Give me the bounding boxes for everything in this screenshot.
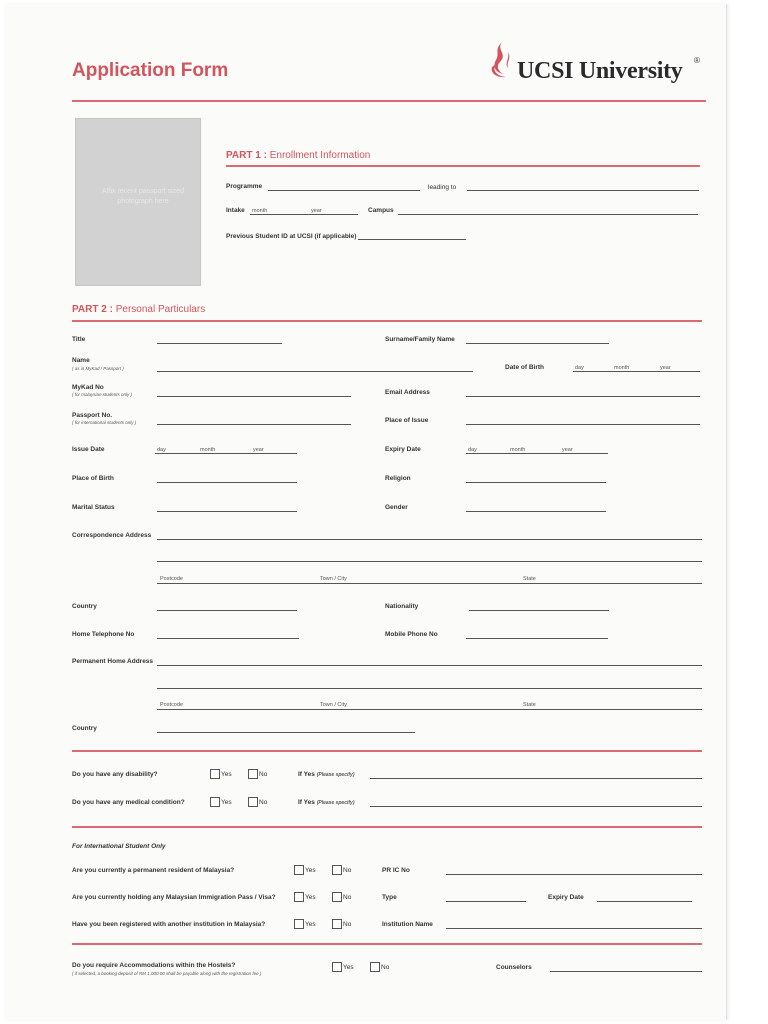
- place-birth-label: Place of Birth: [72, 475, 114, 482]
- registered-question: Have you been registered with another institution in Malaysia?: [72, 921, 266, 928]
- gender-field[interactable]: [466, 511, 606, 512]
- name-label: Name: [72, 357, 90, 364]
- pr-yes-checkbox[interactable]: [294, 865, 304, 875]
- intake-year-hint: year: [311, 208, 322, 214]
- email-label: Email Address: [385, 389, 430, 396]
- part2-heading: PART 2 : Personal Particulars: [72, 304, 206, 315]
- counselors-field[interactable]: [550, 971, 702, 972]
- pr-question: Are you currently a permanent resident of Malaysia?: [72, 867, 235, 874]
- title-field[interactable]: [157, 343, 282, 344]
- counselors-label: Counselors: [496, 964, 532, 971]
- registered-yes-label: Yes: [305, 921, 316, 928]
- campus-field[interactable]: [398, 214, 698, 215]
- disability-no-label: No: [259, 771, 268, 778]
- mobile-label: Mobile Phone No: [385, 631, 438, 638]
- medical-no-checkbox[interactable]: [248, 797, 258, 807]
- disability-question: Do you have any disability?: [72, 771, 158, 778]
- title-label: Title: [72, 336, 86, 343]
- institution-label: Institution Name: [382, 921, 433, 928]
- leading-to-label: leading to: [428, 184, 457, 191]
- registered-mark: ®: [694, 56, 700, 65]
- country-field[interactable]: [157, 610, 297, 611]
- name-sublabel: ( as in MyKad / Passport ): [72, 366, 124, 371]
- medical-if-yes-label: If Yes (Please specify): [298, 799, 355, 806]
- medical-question: Do you have any medical condition?: [72, 799, 185, 806]
- dob-month-hint: month: [614, 365, 630, 371]
- disability-yes-checkbox[interactable]: [210, 769, 220, 779]
- religion-label: Religion: [385, 475, 411, 482]
- home-tel-label: Home Telephone No: [72, 631, 135, 638]
- corr-postcode-hint: Postcode: [160, 576, 183, 582]
- pass-yes-checkbox[interactable]: [294, 892, 304, 902]
- institution-field[interactable]: [446, 928, 702, 929]
- passport-label: Passport No.: [72, 412, 113, 419]
- pass-type-label: Type: [382, 894, 397, 901]
- part2-divider: [72, 320, 702, 322]
- pass-yes-label: Yes: [305, 894, 316, 901]
- mykad-label: MyKad No: [72, 384, 104, 391]
- corr-address-line1[interactable]: [157, 539, 702, 540]
- pr-yes-label: Yes: [305, 867, 316, 874]
- programme-field[interactable]: [268, 190, 420, 191]
- mobile-field[interactable]: [466, 638, 608, 639]
- corr-address-label: Correspondence Address: [72, 532, 152, 539]
- perm-country-field[interactable]: [157, 732, 415, 733]
- previous-id-label: Previous Student ID at UCSI (if applicable): [226, 233, 357, 240]
- perm-address-line2[interactable]: [157, 688, 702, 689]
- pr-ic-field[interactable]: [446, 874, 702, 875]
- pass-type-field[interactable]: [446, 901, 526, 902]
- programme-label: Programme: [226, 183, 263, 190]
- pr-no-checkbox[interactable]: [332, 865, 342, 875]
- issue-month-hint: month: [200, 447, 216, 453]
- accommodation-no-label: No: [381, 964, 390, 971]
- corr-state-hint: State: [523, 576, 536, 582]
- marital-field[interactable]: [157, 511, 297, 512]
- dob-label: Date of Birth: [505, 364, 544, 371]
- expiry-date-field[interactable]: [466, 453, 608, 454]
- perm-address-line3[interactable]: [157, 709, 702, 710]
- previous-id-field[interactable]: [358, 239, 466, 240]
- home-tel-field[interactable]: [157, 638, 299, 639]
- issue-year-hint: year: [253, 447, 264, 453]
- perm-town-hint: Town / City: [320, 702, 347, 708]
- photo-box[interactable]: [75, 118, 201, 286]
- perm-postcode-hint: Postcode: [160, 702, 183, 708]
- nationality-label: Nationality: [385, 603, 419, 610]
- dob-day-hint: day: [575, 365, 584, 371]
- place-issue-label: Place of Issue: [385, 417, 429, 424]
- perm-state-hint: State: [523, 702, 536, 708]
- gender-label: Gender: [385, 504, 408, 511]
- disability-if-yes-label: If Yes (Please specify): [298, 771, 355, 778]
- international-header: For International Student Only: [72, 843, 166, 850]
- perm-country-label: Country: [72, 725, 97, 732]
- issue-date-field[interactable]: [155, 453, 297, 454]
- place-birth-field[interactable]: [157, 482, 297, 483]
- pr-ic-label: PR IC No: [382, 867, 410, 874]
- accommodation-divider: [72, 943, 702, 945]
- surname-label: Surname/Family Name: [385, 336, 455, 343]
- pass-no-label: No: [343, 894, 352, 901]
- medical-yes-label: Yes: [221, 799, 232, 806]
- form-title: Application Form: [72, 60, 229, 81]
- intake-month-hint: month: [252, 208, 268, 214]
- corr-address-line3[interactable]: [157, 583, 702, 584]
- accommodation-yes-checkbox[interactable]: [332, 962, 342, 972]
- disability-no-checkbox[interactable]: [248, 769, 258, 779]
- nationality-field[interactable]: [469, 610, 609, 611]
- disability-yes-label: Yes: [221, 771, 232, 778]
- pr-no-label: No: [343, 867, 352, 874]
- registered-yes-checkbox[interactable]: [294, 919, 304, 929]
- email-field[interactable]: [466, 396, 700, 397]
- dob-year-hint: year: [660, 365, 671, 371]
- expiry-year-hint: year: [562, 447, 573, 453]
- country-label: Country: [72, 603, 97, 610]
- registered-no-label: No: [343, 921, 352, 928]
- part1-divider: [226, 165, 700, 167]
- pass-expiry-field[interactable]: [597, 901, 692, 902]
- issue-date-label: Issue Date: [72, 446, 105, 453]
- marital-label: Marital Status: [72, 504, 115, 511]
- header-divider: [72, 100, 706, 102]
- health-divider: [72, 750, 702, 752]
- medical-yes-checkbox[interactable]: [210, 797, 220, 807]
- expiry-day-hint: day: [468, 447, 477, 453]
- flame-icon: [486, 40, 516, 82]
- perm-address-line1[interactable]: [157, 665, 702, 666]
- passport-sublabel: ( for international students only ): [72, 420, 137, 425]
- name-field[interactable]: [157, 371, 473, 372]
- perm-address-label: Permanent Home Address: [72, 658, 154, 665]
- pass-no-checkbox[interactable]: [332, 892, 342, 902]
- passport-field[interactable]: [157, 424, 351, 425]
- pass-question: Are you currently holding any Malaysian Immigration Pass / Visa?: [72, 894, 276, 901]
- intake-field[interactable]: [250, 214, 358, 215]
- medical-no-label: No: [259, 799, 268, 806]
- leading-to-field[interactable]: [467, 190, 699, 191]
- accommodation-question: Do you require Accommodations within the Hostels?: [72, 962, 236, 969]
- mykad-field[interactable]: [157, 396, 351, 397]
- part1-heading: PART 1 : Enrollment Information: [226, 150, 371, 161]
- religion-field[interactable]: [466, 482, 606, 483]
- disability-specify-field[interactable]: [370, 778, 702, 779]
- intake-label: Intake: [226, 207, 245, 214]
- corr-address-line2[interactable]: [157, 561, 702, 562]
- accommodation-no-checkbox[interactable]: [370, 962, 380, 972]
- international-divider: [72, 826, 702, 828]
- pass-expiry-label: Expiry Date: [548, 894, 584, 901]
- surname-field[interactable]: [466, 343, 609, 344]
- place-issue-field[interactable]: [466, 424, 700, 425]
- campus-label: Campus: [368, 207, 394, 214]
- expiry-date-label: Expiry Date: [385, 446, 421, 453]
- dob-field[interactable]: [573, 371, 700, 372]
- photo-instruction: Affix recent passport sized photograph here: [102, 188, 184, 205]
- accommodation-yes-label: Yes: [343, 964, 354, 971]
- registered-no-checkbox[interactable]: [332, 919, 342, 929]
- expiry-month-hint: month: [510, 447, 526, 453]
- medical-specify-field[interactable]: [370, 806, 702, 807]
- issue-day-hint: day: [157, 447, 166, 453]
- logo-wordmark: UCSI University: [517, 58, 683, 84]
- corr-town-hint: Town / City: [320, 576, 347, 582]
- mykad-sublabel: ( for malaysian students only ): [72, 392, 133, 397]
- accommodation-note: ( if selected, a booking deposit of RM 1,000.00 shall be payable along with the registration fee ): [72, 971, 262, 976]
